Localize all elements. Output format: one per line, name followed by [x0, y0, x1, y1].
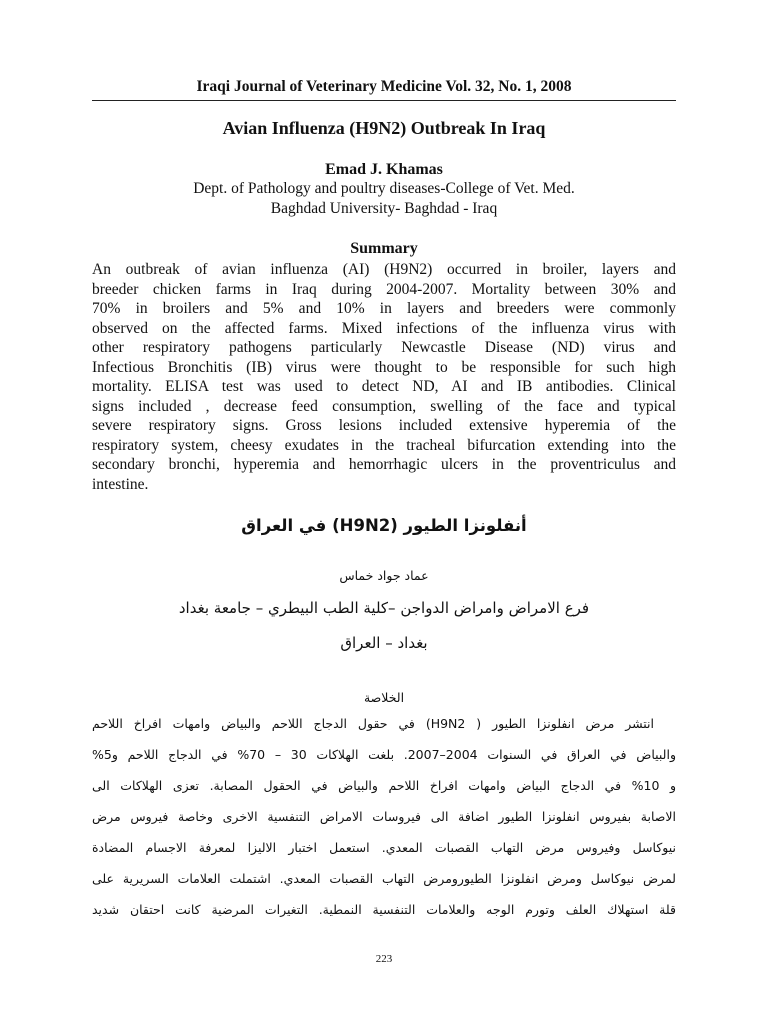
summary-line: signs included , decrease feed consumption, swelling of the face and typical [92, 397, 676, 415]
arabic-summary-line: و 10% في الدجاج البياض وامهات افراخ اللاحم والبياض في الحقول المصابة. تعزى الهلاكات الى [92, 778, 676, 793]
arabic-summary-line: نيوكاسل وفيروس مرض التهاب القصبات المعدي. استعمل اختبار الاليزا لمعرفة الاجسام المضادة [92, 840, 676, 855]
arabic-affiliation-dept: فرع الامراض وامراض الدواجن –كلية الطب البيطري – جامعة بغداد [178, 599, 590, 617]
page-number: 223 [375, 953, 393, 965]
summary-line: 70% in broilers and 5% and 10% in layers and breeders were commonly [92, 300, 676, 317]
summary-line: severe respiratory signs. Gross lesions included extensive hyperemia of the [92, 417, 676, 434]
article-title: Avian Influenza (H9N2) Outbreak In Iraq [222, 118, 546, 138]
arabic-affiliation-city: بغداد – العراق [340, 634, 428, 652]
summary-line: An outbreak of avian influenza (AI) (H9N2) occurred in broiler, layers and [92, 261, 676, 278]
summary-body [92, 260, 676, 494]
summary-line: Infectious Bronchitis (IB) virus were thought to be responsible for such high [92, 358, 676, 376]
arabic-summary-line: انتشر مرض انفلونزا الطيور ( H9N2) في حقول الدجاج اللاحم والبياض وامهات افراخ اللاحم [92, 716, 654, 731]
article-affiliation-dept: Dept. of Pathology and poultry diseases-College of Vet. Med. [193, 180, 575, 197]
summary-line: other respiratory pathogens particularly Newcastle Disease (ND) virus and [92, 339, 676, 356]
arabic-title: أنفلونزا الطيور (H9N2) في العراق [241, 516, 527, 535]
summary-line: mortality. ELISA test was used to detect ND, AI and IB antibodies. Clinical [92, 378, 676, 395]
arabic-summary-heading: الخلاصة [363, 690, 405, 705]
summary-line: respiratory system, cheesy exudates in the tracheal bifurcation extending into the [92, 436, 676, 454]
arabic-summary-line: والبياض في العراق في السنوات 2004–2007. بلغت الهلاكات 30 – 70% في الدجاج اللاحم و5% [92, 747, 676, 762]
arabic-summary-line: الاصابة بفيروس انفلونزا الطيور اضافة الى فيروسات الامراض التنفسية الاخرى وخاصة فيروس مرض [92, 809, 676, 824]
summary-line: secondary bronchi, hyperemia and hemorrhagic ulcers in the proventriculus and [92, 456, 676, 473]
arabic-summary-line: قلة استهلاك العلف وتورم الوجه والعلامات التنفسية النمطية. التغيرات المرضية كانت احتقان شديد [92, 902, 676, 917]
summary-line: breeder chicken farms in Iraq during 2004-2007. Mortality between 30% and [92, 280, 676, 298]
header-rule [92, 100, 676, 101]
arabic-author: عماد جواد خماس [339, 568, 429, 583]
article-author: Emad J. Khamas [325, 161, 443, 178]
article-affiliation-university: Baghdad University- Baghdad - Iraq [270, 200, 498, 217]
summary-line: observed on the affected farms. Mixed infections of the influenza virus with [92, 319, 676, 337]
summary-line: intestine. [92, 475, 149, 493]
arabic-summary-line: لمرض نيوكاسل ومرض انفلونزا الطيورومرض التهاب القصبات المعدي. اشتملت العلامات السريرية على [92, 871, 676, 886]
journal-header: Iraqi Journal of Veterinary Medicine Vol. 32, No. 1, 2008 [196, 78, 572, 95]
summary-heading: Summary [350, 240, 418, 257]
arabic-summary-body [92, 708, 676, 925]
